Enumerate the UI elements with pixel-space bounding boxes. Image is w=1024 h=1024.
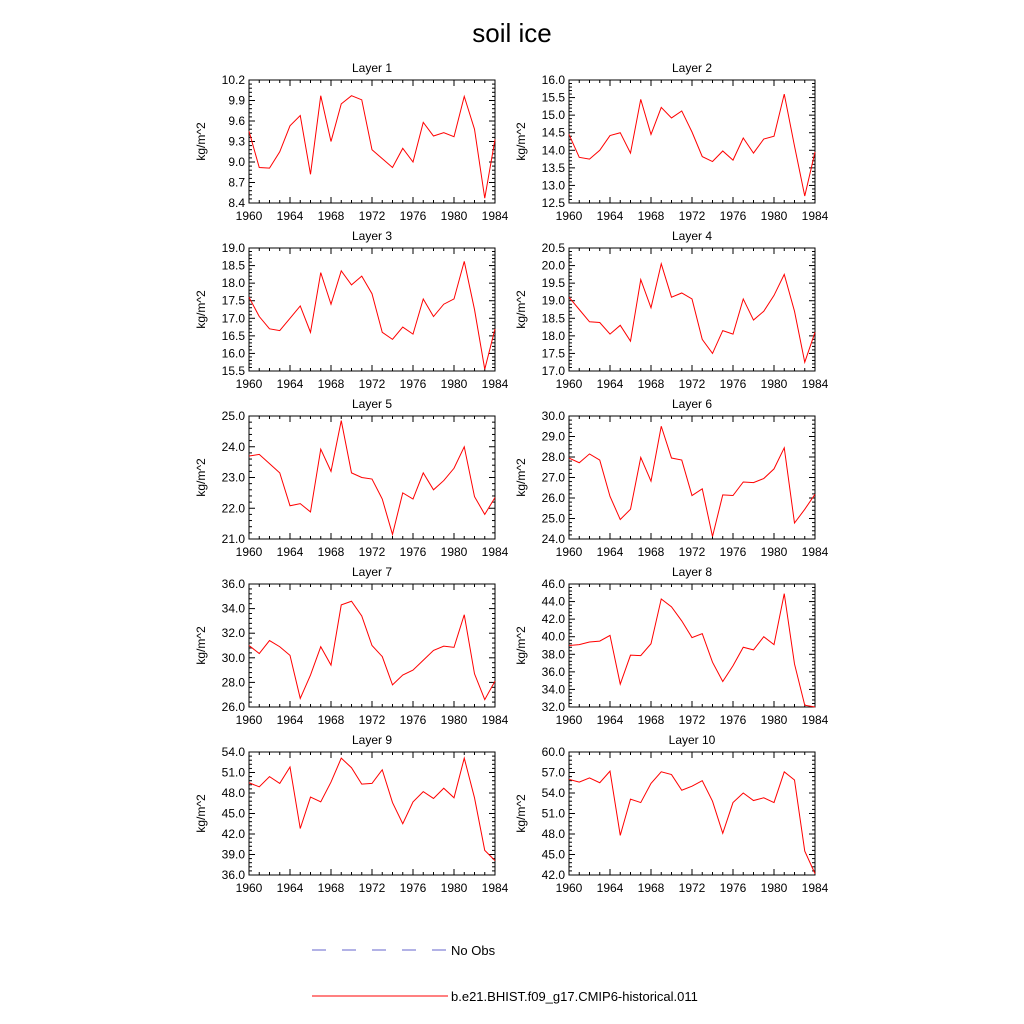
y-tick-label: 24.0 <box>221 439 245 454</box>
y-tick-label: 36.0 <box>221 577 245 591</box>
plot-frame <box>569 248 815 371</box>
x-tick-label: 1964 <box>596 377 624 391</box>
y-tick-label: 13.0 <box>541 178 565 193</box>
x-tick-label: 1980 <box>440 713 468 727</box>
y-tick-label: 46.0 <box>541 577 565 591</box>
x-tick-label: 1984 <box>801 545 829 559</box>
x-tick-label: 1980 <box>440 209 468 223</box>
plot-frame <box>249 416 495 539</box>
x-tick-label: 1972 <box>678 713 706 727</box>
x-tick-label: 1960 <box>555 377 583 391</box>
plot-frame <box>569 584 815 707</box>
y-axis-label: kg/m^2 <box>194 458 208 497</box>
panel-layer-6 <box>514 397 829 559</box>
y-axis-label: kg/m^2 <box>514 290 528 329</box>
x-tick-label: 1976 <box>719 209 747 223</box>
panel-title: Layer 5 <box>351 397 393 411</box>
panel-title: Layer 6 <box>671 397 713 411</box>
y-tick-label: 8.7 <box>228 175 245 190</box>
series-line-layer-2 <box>569 94 815 196</box>
x-tick-label: 1980 <box>440 545 468 559</box>
panel-title: Layer 10 <box>668 733 716 747</box>
y-tick-label: 48.0 <box>221 786 245 800</box>
x-tick-label: 1960 <box>235 209 263 223</box>
x-tick-label: 1980 <box>440 377 468 391</box>
y-tick-label: 54.0 <box>221 745 245 759</box>
y-axis-label: kg/m^2 <box>514 626 528 665</box>
x-tick-label: 1964 <box>276 209 304 223</box>
x-tick-label: 1968 <box>317 209 345 223</box>
x-tick-label: 1972 <box>678 881 706 895</box>
y-tick-label: 18.5 <box>221 258 245 273</box>
y-axis-label: kg/m^2 <box>194 626 208 665</box>
y-tick-label: 9.6 <box>228 114 245 128</box>
x-tick-label: 1984 <box>481 377 509 391</box>
y-tick-label: 30.0 <box>221 650 245 665</box>
y-tick-label: 34.0 <box>221 601 245 616</box>
x-tick-label: 1968 <box>637 209 665 223</box>
y-tick-label: 29.0 <box>541 429 565 444</box>
series-line-layer-3 <box>249 261 495 369</box>
x-tick-label: 1968 <box>637 881 665 895</box>
y-tick-label: 30.0 <box>541 409 565 423</box>
y-tick-label: 12.5 <box>541 196 565 210</box>
y-tick-label: 20.0 <box>541 258 565 273</box>
x-tick-label: 1968 <box>317 881 345 895</box>
y-tick-label: 40.0 <box>541 629 565 644</box>
y-tick-label: 17.5 <box>541 346 565 361</box>
y-tick-label: 16.5 <box>221 328 245 343</box>
x-tick-label: 1972 <box>358 881 386 895</box>
plot-frame <box>569 752 815 875</box>
x-tick-label: 1968 <box>317 377 345 391</box>
panel-layer-2 <box>514 61 829 223</box>
y-tick-label: 39.0 <box>221 847 245 862</box>
x-tick-label: 1964 <box>276 713 304 727</box>
x-tick-label: 1976 <box>399 377 427 391</box>
x-tick-label: 1972 <box>678 545 706 559</box>
y-tick-label: 54.0 <box>541 786 565 800</box>
y-tick-label: 14.5 <box>541 125 565 140</box>
y-tick-label: 45.0 <box>221 806 245 821</box>
y-tick-label: 9.0 <box>228 155 245 169</box>
panel-layer-7 <box>194 565 509 727</box>
x-tick-label: 1984 <box>481 881 509 895</box>
panel-title: Layer 2 <box>671 61 713 75</box>
x-tick-label: 1960 <box>555 209 583 223</box>
panel-title: Layer 9 <box>351 733 393 747</box>
x-tick-label: 1964 <box>596 713 624 727</box>
x-tick-label: 1980 <box>760 713 788 727</box>
y-tick-label: 19.0 <box>541 293 565 308</box>
x-tick-label: 1980 <box>760 881 788 895</box>
figure-title: soil ice <box>472 18 552 48</box>
y-tick-label: 8.4 <box>228 196 245 210</box>
y-tick-label: 32.0 <box>221 626 245 641</box>
x-tick-label: 1976 <box>399 209 427 223</box>
panel-layer-4 <box>514 229 829 391</box>
y-axis-label: kg/m^2 <box>194 794 208 833</box>
y-axis-label: kg/m^2 <box>194 122 208 161</box>
y-tick-label: 42.0 <box>541 868 565 882</box>
plot-frame <box>249 248 495 371</box>
y-tick-label: 16.0 <box>221 346 245 361</box>
y-tick-label: 18.0 <box>221 276 245 291</box>
series-line-layer-5 <box>249 421 495 535</box>
x-tick-label: 1976 <box>719 881 747 895</box>
y-tick-label: 14.0 <box>541 143 565 158</box>
x-tick-label: 1972 <box>358 377 386 391</box>
x-tick-label: 1984 <box>801 209 829 223</box>
y-tick-label: 26.0 <box>541 491 565 505</box>
y-tick-label: 51.0 <box>221 765 245 780</box>
panel-title: Layer 1 <box>351 61 393 75</box>
y-tick-label: 18.0 <box>541 328 565 343</box>
x-tick-label: 1976 <box>719 377 747 391</box>
panel-title: Layer 3 <box>351 229 393 243</box>
y-tick-label: 42.0 <box>221 827 245 841</box>
y-tick-label: 17.5 <box>221 293 245 308</box>
y-tick-label: 19.0 <box>221 241 245 255</box>
x-tick-label: 1960 <box>235 377 263 391</box>
panel-layer-9 <box>194 733 509 895</box>
x-tick-label: 1984 <box>801 713 829 727</box>
y-tick-label: 27.0 <box>541 470 565 485</box>
x-tick-label: 1984 <box>481 545 509 559</box>
y-tick-label: 60.0 <box>541 745 565 759</box>
y-tick-label: 15.0 <box>541 108 565 123</box>
x-tick-label: 1972 <box>678 209 706 223</box>
y-tick-label: 28.0 <box>221 675 245 690</box>
y-tick-label: 15.5 <box>541 90 565 105</box>
series-line-layer-4 <box>569 264 815 362</box>
panel-title: Layer 4 <box>671 229 713 243</box>
x-tick-label: 1964 <box>276 545 304 559</box>
y-tick-label: 21.0 <box>221 532 245 546</box>
panel-layer-5 <box>194 397 509 559</box>
y-tick-label: 36.0 <box>221 868 245 882</box>
y-tick-label: 17.0 <box>221 311 245 326</box>
x-tick-label: 1980 <box>760 545 788 559</box>
y-axis-label: kg/m^2 <box>514 122 528 161</box>
y-tick-label: 51.0 <box>541 806 565 821</box>
y-tick-label: 28.0 <box>541 450 565 464</box>
x-tick-label: 1960 <box>235 713 263 727</box>
x-tick-label: 1980 <box>440 881 468 895</box>
x-tick-label: 1960 <box>555 545 583 559</box>
plot-frame <box>249 752 495 875</box>
panel-layer-8 <box>514 565 829 727</box>
y-tick-label: 32.0 <box>541 700 565 714</box>
x-tick-label: 1968 <box>317 713 345 727</box>
x-tick-label: 1960 <box>235 545 263 559</box>
x-tick-label: 1972 <box>678 377 706 391</box>
plot-frame <box>569 416 815 539</box>
y-tick-label: 45.0 <box>541 847 565 862</box>
x-tick-label: 1976 <box>399 545 427 559</box>
x-tick-label: 1976 <box>399 713 427 727</box>
y-tick-label: 26.0 <box>221 700 245 714</box>
series-line-layer-10 <box>569 771 815 874</box>
x-tick-label: 1964 <box>596 545 624 559</box>
x-tick-label: 1980 <box>760 209 788 223</box>
y-tick-label: 36.0 <box>541 664 565 679</box>
y-tick-label: 15.5 <box>221 364 245 378</box>
y-tick-label: 10.2 <box>221 73 245 87</box>
x-tick-label: 1980 <box>760 377 788 391</box>
y-tick-label: 25.0 <box>221 409 245 423</box>
y-tick-label: 22.0 <box>221 501 245 516</box>
y-tick-label: 18.5 <box>541 311 565 326</box>
y-tick-label: 24.0 <box>541 532 565 546</box>
x-tick-label: 1972 <box>358 545 386 559</box>
y-tick-label: 20.5 <box>541 241 565 255</box>
x-tick-label: 1984 <box>801 377 829 391</box>
x-tick-label: 1964 <box>596 881 624 895</box>
y-tick-label: 38.0 <box>541 647 565 662</box>
y-axis-label: kg/m^2 <box>514 458 528 497</box>
x-tick-label: 1968 <box>637 713 665 727</box>
panel-grid <box>194 61 829 895</box>
y-tick-label: 25.0 <box>541 511 565 526</box>
x-tick-label: 1964 <box>276 881 304 895</box>
y-axis-label: kg/m^2 <box>514 794 528 833</box>
y-tick-label: 17.0 <box>541 364 565 378</box>
x-tick-label: 1976 <box>719 545 747 559</box>
series-line-layer-8 <box>569 594 815 707</box>
x-tick-label: 1984 <box>801 881 829 895</box>
y-tick-label: 9.3 <box>228 134 245 149</box>
series-line-layer-9 <box>249 758 495 861</box>
x-tick-label: 1976 <box>399 881 427 895</box>
y-tick-label: 44.0 <box>541 594 565 609</box>
y-tick-label: 23.0 <box>221 470 245 485</box>
series-line-layer-6 <box>569 426 815 536</box>
y-tick-label: 9.9 <box>228 93 245 108</box>
x-tick-label: 1984 <box>481 713 509 727</box>
x-tick-label: 1984 <box>481 209 509 223</box>
panel-layer-1 <box>194 61 509 223</box>
plot-frame <box>249 80 495 203</box>
y-tick-label: 16.0 <box>541 73 565 87</box>
legend-label-no-obs: No Obs <box>451 943 496 958</box>
x-tick-label: 1968 <box>317 545 345 559</box>
legend-label-model: b.e21.BHIST.f09_g17.CMIP6-historical.011 <box>451 989 698 1004</box>
y-tick-label: 48.0 <box>541 827 565 841</box>
series-line-layer-1 <box>249 96 495 199</box>
x-tick-label: 1972 <box>358 209 386 223</box>
y-tick-label: 57.0 <box>541 765 565 780</box>
x-tick-label: 1960 <box>235 881 263 895</box>
x-tick-label: 1964 <box>596 209 624 223</box>
y-tick-label: 13.5 <box>541 160 565 175</box>
x-tick-label: 1960 <box>555 881 583 895</box>
panel-title: Layer 8 <box>671 565 713 579</box>
panel-title: Layer 7 <box>351 565 393 579</box>
y-tick-label: 42.0 <box>541 612 565 627</box>
panel-layer-3 <box>194 229 509 391</box>
series-line-layer-7 <box>249 601 495 699</box>
legend <box>312 943 698 1004</box>
y-axis-label: kg/m^2 <box>194 290 208 329</box>
x-tick-label: 1968 <box>637 377 665 391</box>
x-tick-label: 1972 <box>358 713 386 727</box>
x-tick-label: 1976 <box>719 713 747 727</box>
x-tick-label: 1964 <box>276 377 304 391</box>
panel-layer-10 <box>514 733 829 895</box>
x-tick-label: 1968 <box>637 545 665 559</box>
y-tick-label: 34.0 <box>541 682 565 697</box>
y-tick-label: 19.5 <box>541 276 565 291</box>
x-tick-label: 1960 <box>555 713 583 727</box>
